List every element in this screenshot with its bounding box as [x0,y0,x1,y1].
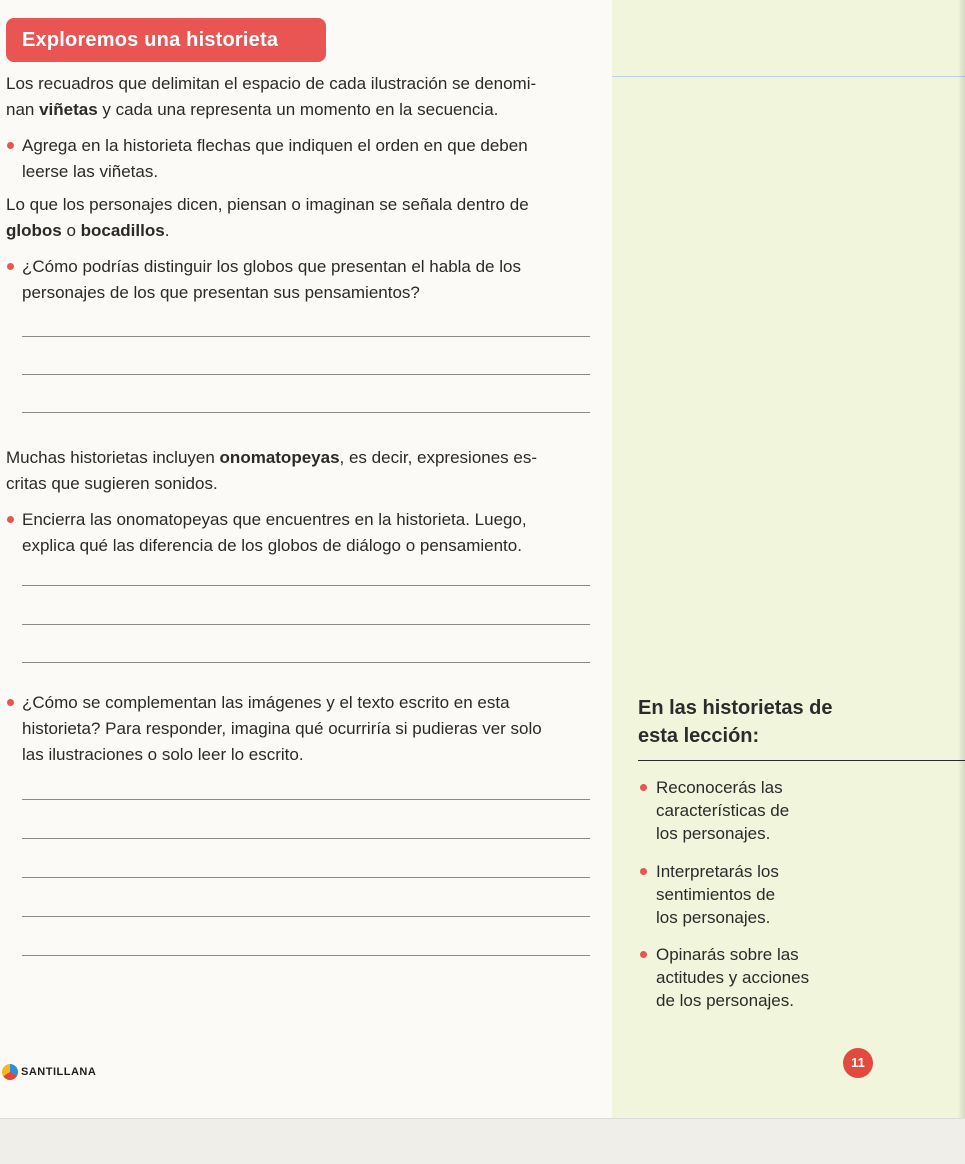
keyword-vinetas: viñetas [39,100,98,119]
question-line: ¿Cómo se complementan las imágenes y el texto escrito en esta [22,693,510,712]
answer-line[interactable] [22,585,590,586]
activity-arrows [6,133,606,185]
paragraph-globos [6,192,606,244]
paragraph-line: Lo que los personajes dicen, piensan o imaginan se señala dentro de [6,195,529,214]
bullet-icon [7,263,14,270]
publisher-logo [2,1062,96,1082]
question-globos [6,254,606,306]
bullet-icon [7,142,14,149]
sidebar-top-rule [612,76,965,77]
answer-line[interactable] [22,916,590,917]
question-line: ¿Cómo podrías distinguir los globos que presentan el habla de los [22,257,521,276]
sidebar-heading-line: En las historietas de [638,697,833,719]
bullet-icon [7,516,14,523]
question-line: historieta? Para responder, imagina qué ocurriría si pudieras ver solo [22,719,542,738]
objective-line: Opinarás sobre las [656,945,799,964]
activity-onomatopeyas [6,507,606,559]
objective-line: características de [656,801,790,820]
question-complemento [6,690,606,768]
sidebar-heading [638,694,948,750]
page-bottom-strip [0,1118,965,1164]
page-fold-shadow [958,0,965,1118]
objective-item [656,860,846,929]
paragraph-text: . [164,221,170,240]
paragraph-line: critas que sugieren sonidos. [6,474,218,493]
keyword-globos: globos [6,221,62,240]
paragraph-onomatopeyas [6,445,606,497]
bullet-icon [7,699,14,706]
answer-line[interactable] [22,838,590,839]
bullet-icon [640,951,647,958]
objective-line: de los personajes. [656,991,794,1010]
objective-item [656,943,846,1012]
answer-line[interactable] [22,336,590,337]
activity-line: leerse las viñetas. [22,162,159,181]
answer-line[interactable] [22,662,590,663]
bullet-icon [640,784,647,791]
section-title: Exploremos una historieta [6,18,326,62]
paragraph-text: , es decir, expresiones es- [339,448,538,467]
bullet-icon [640,868,647,875]
answer-line[interactable] [22,877,590,878]
keyword-onomatopeyas: onomatopeyas [219,448,340,467]
paragraph-line: Los recuadros que delimitan el espacio de cada ilustración se denomi- [6,74,537,93]
question-line: personajes de los que presentan sus pensamientos? [22,283,420,302]
paragraph-vinetas [6,71,606,123]
santillana-logo-icon [2,1064,18,1080]
publisher-name: SANTILLANA [21,1066,97,1078]
paragraph-text: o [61,221,81,240]
objective-line: Reconocerás las [656,778,783,797]
objective-line: Interpretarás los [656,862,779,881]
paragraph-text: nan [6,100,40,119]
answer-line[interactable] [22,374,590,375]
activity-line: explica qué las diferencia de los globos de diálogo o pensamiento. [22,536,522,555]
paragraph-text: y cada una representa un momento en la secuencia. [97,100,499,119]
paragraph-text: Muchas historietas incluyen [6,448,220,467]
page-number: 11 [843,1048,873,1078]
objective-line: sentimientos de [656,885,776,904]
answer-line[interactable] [22,955,590,956]
objective-line: los personajes. [656,908,771,927]
sidebar-divider [638,760,965,761]
objective-item [656,776,846,845]
sidebar-heading-line: esta lección: [638,725,760,747]
keyword-bocadillos: bocadillos [80,221,165,240]
objective-line: los personajes. [656,824,771,843]
activity-line: Encierra las onomatopeyas que encuentres en la historieta. Luego, [22,510,527,529]
question-line: las ilustraciones o solo leer lo escrito. [22,745,304,764]
answer-line[interactable] [22,412,590,413]
answer-line[interactable] [22,799,590,800]
objective-line: actitudes y acciones [656,968,810,987]
answer-line[interactable] [22,624,590,625]
activity-line: Agrega en la historieta flechas que indiquen el orden en que deben [22,136,528,155]
